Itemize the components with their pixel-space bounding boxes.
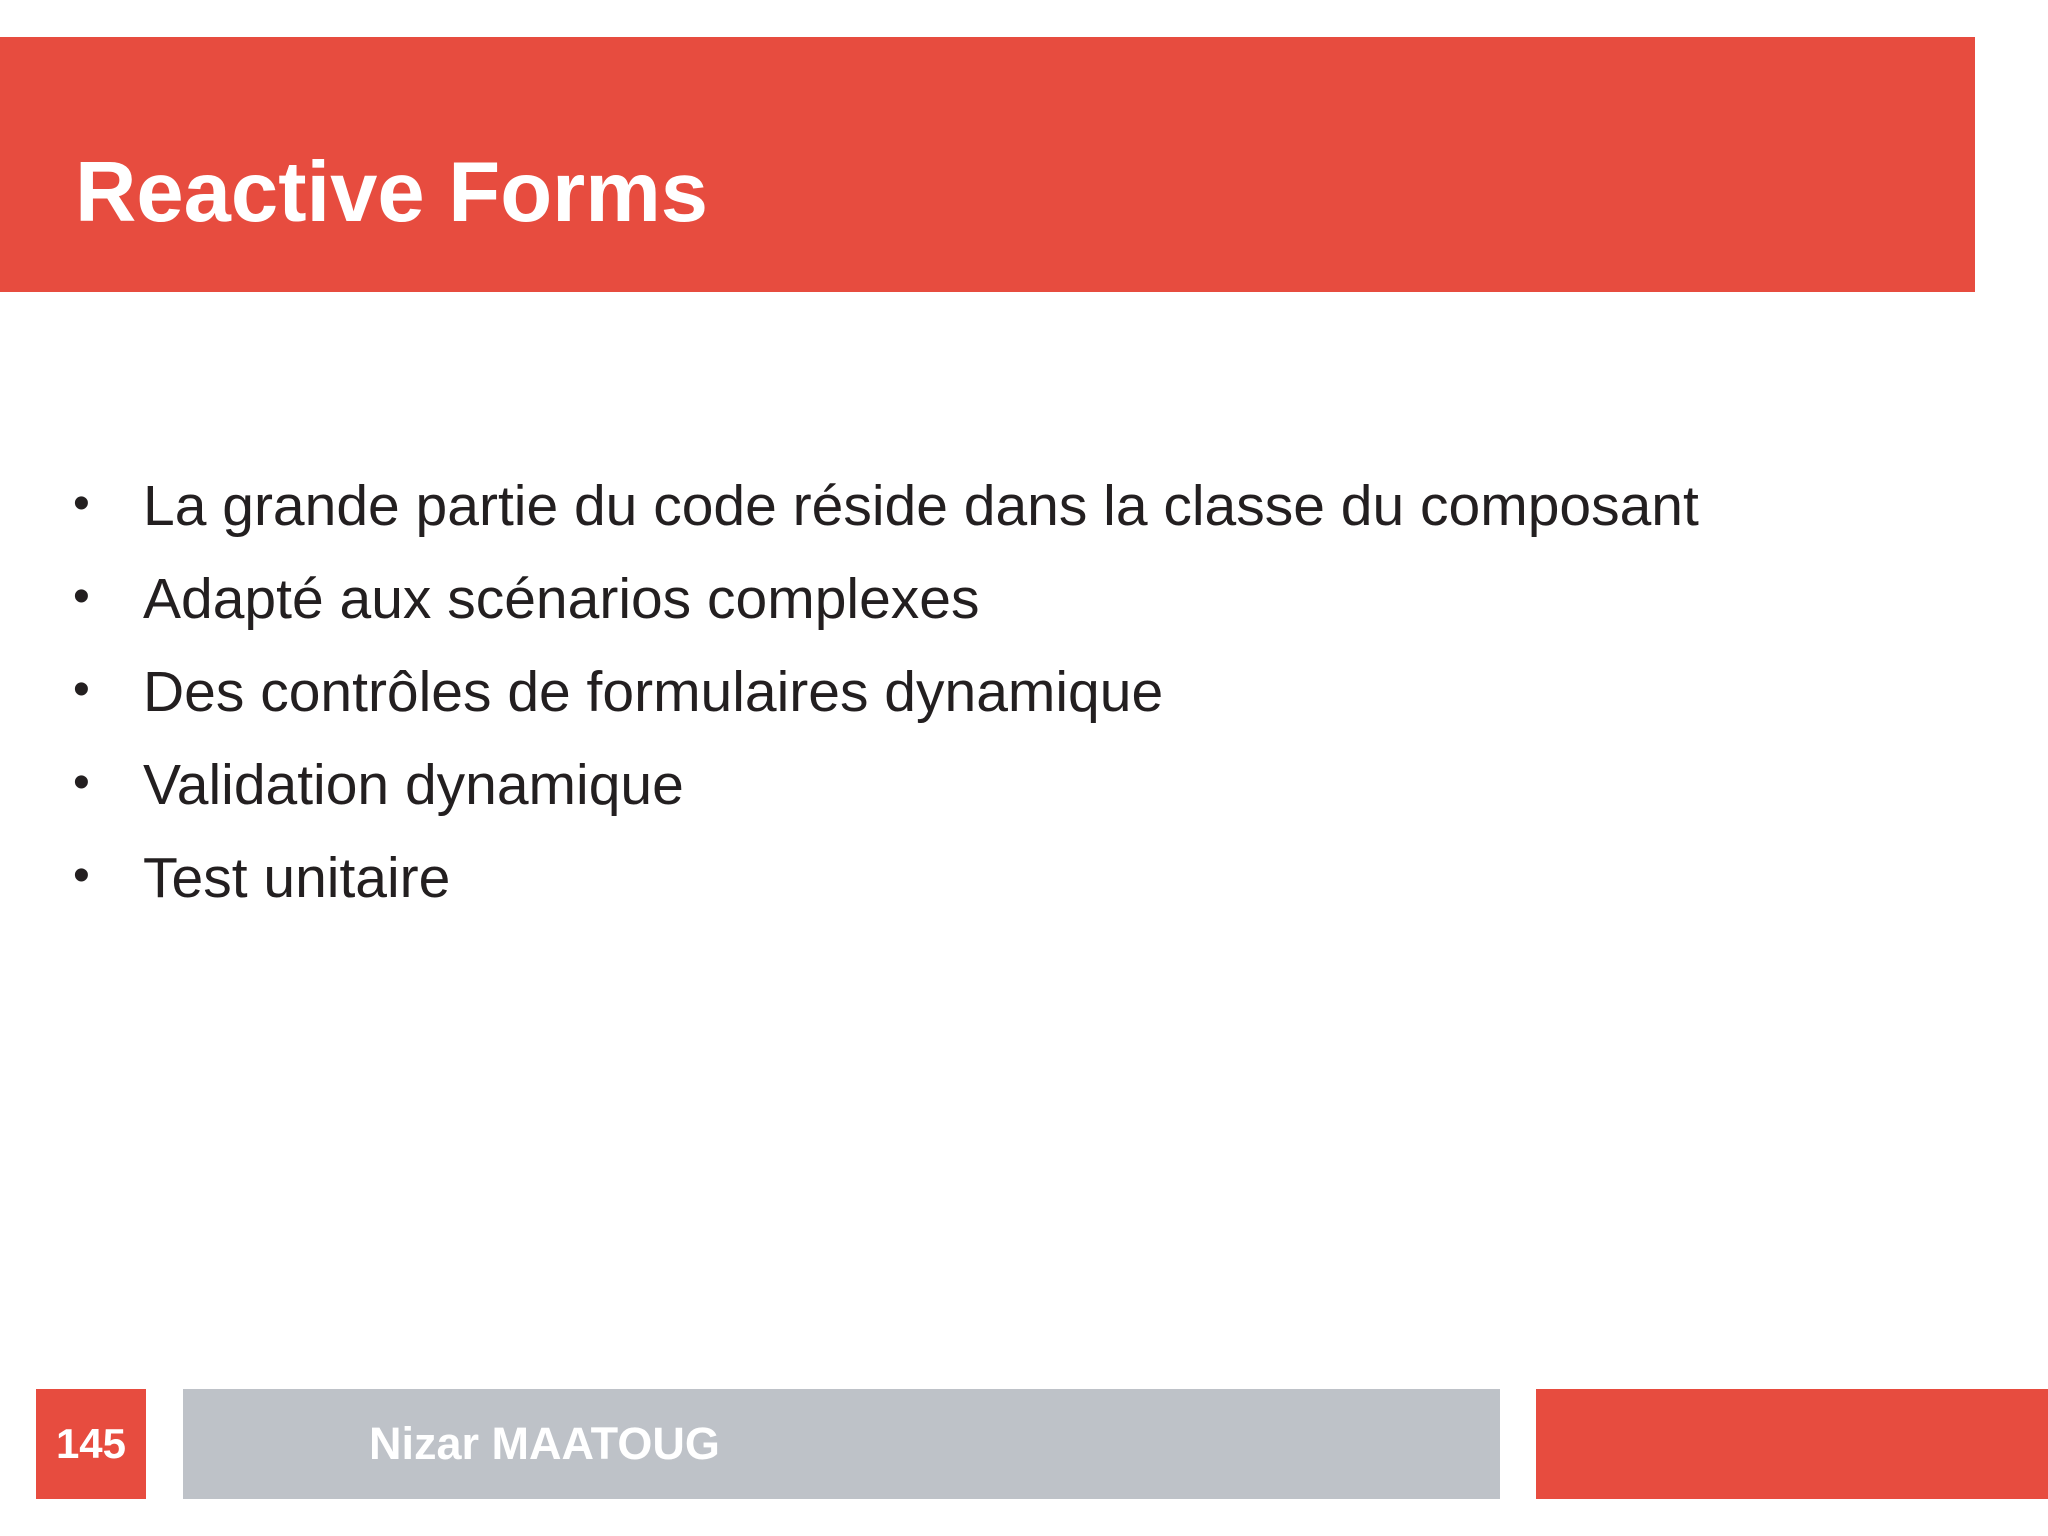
page-number-box <box>36 1389 146 1499</box>
bullet-marker: • <box>73 663 90 716</box>
author-name: Nizar MAATOUG <box>369 1418 720 1469</box>
slide-title: Reactive Forms <box>75 145 709 240</box>
bullet-marker: • <box>73 570 90 623</box>
bullet-text: Validation dynamique <box>143 753 684 817</box>
page-number: 145 <box>55 1420 127 1467</box>
bullet-text: Test unitaire <box>143 846 451 910</box>
bullet-text: Des contrôles de formulaires dynamique <box>143 660 1164 724</box>
bullet-marker: • <box>73 756 90 809</box>
bullet-marker: • <box>73 849 90 902</box>
bullet-marker: • <box>73 477 90 530</box>
bullet-text: La grande partie du code réside dans la classe du composant <box>143 474 1699 538</box>
footer-accent-bar <box>1536 1389 2048 1499</box>
author-bar <box>183 1389 1500 1499</box>
bullet-text: Adapté aux scénarios complexes <box>143 567 980 631</box>
